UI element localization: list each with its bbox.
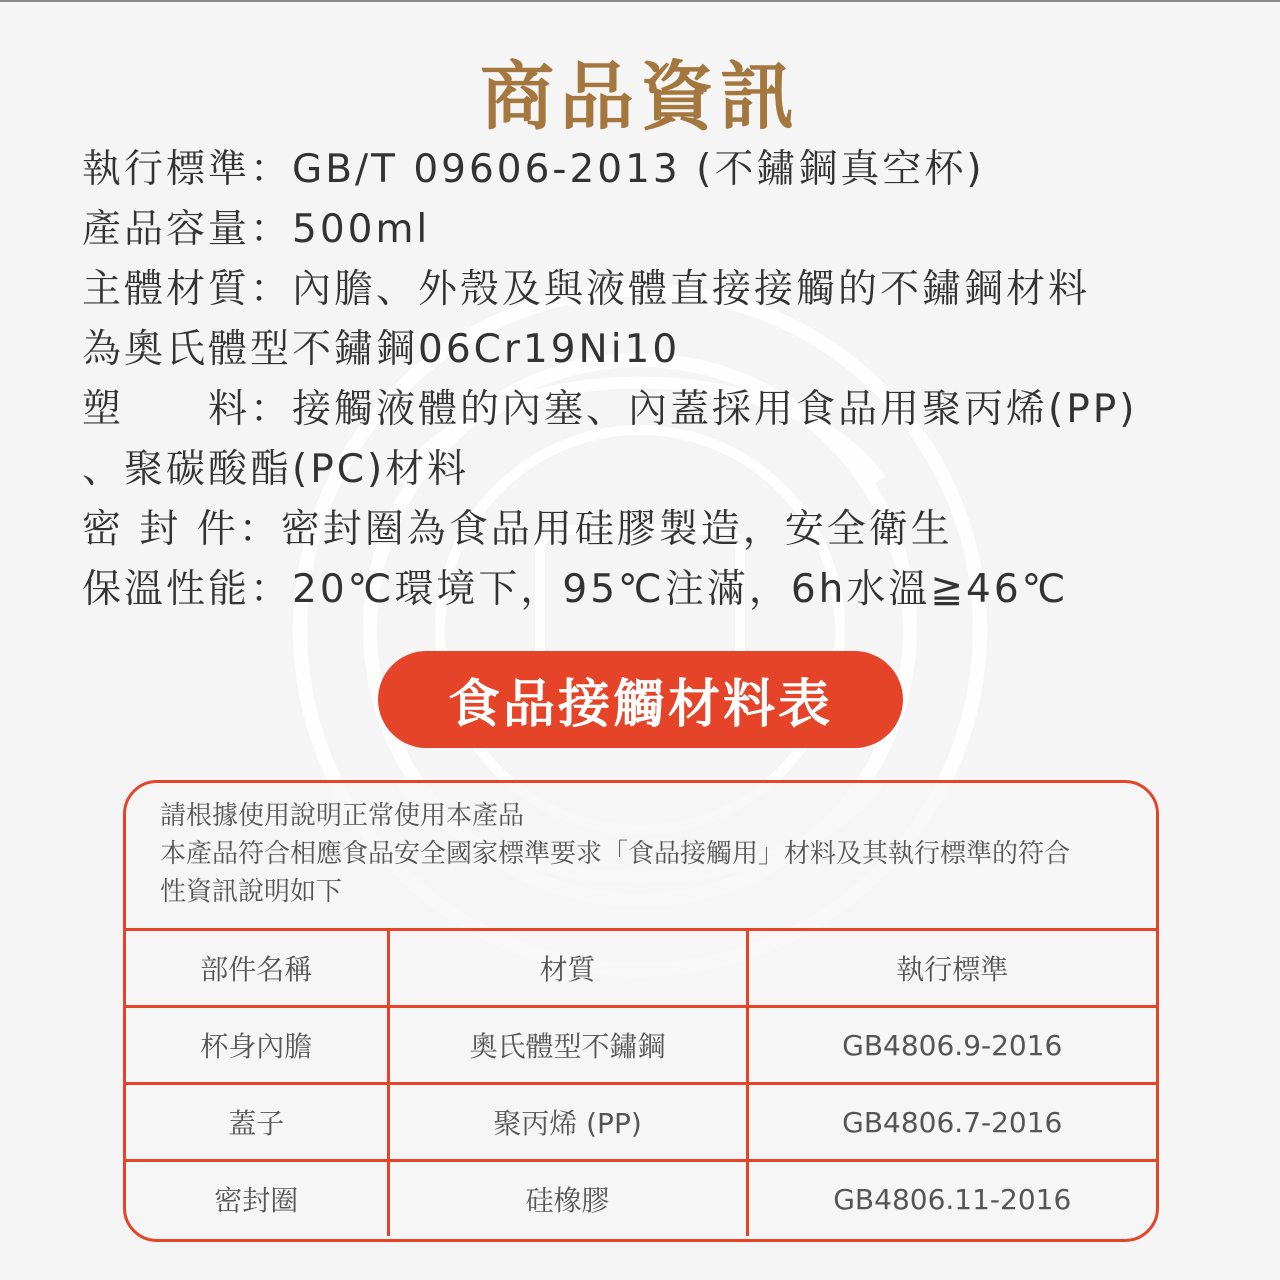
spec-material-cont: 為奧氏體型不鏽鋼06Cr19Ni10 [82, 327, 681, 372]
header-material: 材質 [388, 930, 747, 1007]
spec-list [82, 140, 1262, 620]
intro-line: 性資訊說明如下 [160, 877, 343, 907]
table-row [126, 1007, 1156, 1084]
table-cell: 硅橡膠 [388, 1161, 747, 1237]
table-cell: 密封圈 [126, 1161, 388, 1237]
spec-standard: 執行標準：GB/T 09606-2013 (不鏽鋼真空杯) [82, 147, 985, 192]
material-table [126, 928, 1156, 1236]
spec-plastic-cont: 、聚碳酸酯(PC)材料 [82, 447, 470, 492]
header-standard: 執行標準 [747, 930, 1156, 1007]
table-cell: GB4806.11-2016 [747, 1161, 1156, 1237]
section-title-pill: 食品接觸材料表 [378, 651, 903, 748]
table-cell: 蓋子 [126, 1084, 388, 1161]
table-cell: 聚丙烯 (PP) [388, 1084, 747, 1161]
table-cell: 杯身內膽 [126, 1007, 388, 1084]
spec-seal: 密 封 件：密封圈為食品用硅膠製造，安全衛生 [82, 507, 953, 552]
spec-material: 主體材質：內膽、外殼及與液體直接接觸的不鏽鋼材料 [82, 267, 1091, 312]
table-cell: 奧氏體型不鏽鋼 [388, 1007, 747, 1084]
spec-capacity: 產品容量：500ml [82, 207, 431, 252]
header-part-name: 部件名稱 [126, 930, 388, 1007]
top-divider [0, 0, 1280, 2]
table-row [126, 1084, 1156, 1161]
table-intro [160, 797, 1140, 911]
material-table-card [123, 780, 1159, 1242]
intro-line: 請根據使用說明正常使用本產品 [160, 801, 525, 831]
intro-line: 本產品符合相應食品安全國家標準要求「食品接觸用」材料及其執行標準的符合 [160, 839, 1071, 869]
table-cell: GB4806.9-2016 [747, 1007, 1156, 1084]
table-header-row [126, 930, 1156, 1007]
table-cell: GB4806.7-2016 [747, 1084, 1156, 1161]
spec-insulation: 保溫性能：20℃環境下，95℃注滿，6h水溫≧46℃ [82, 567, 1069, 612]
spec-plastic: 塑 料：接觸液體的內塞、內蓋採用食品用聚丙烯(PP) [82, 387, 1138, 432]
page-title: 商品資訊 [480, 54, 800, 140]
table-row [126, 1161, 1156, 1237]
